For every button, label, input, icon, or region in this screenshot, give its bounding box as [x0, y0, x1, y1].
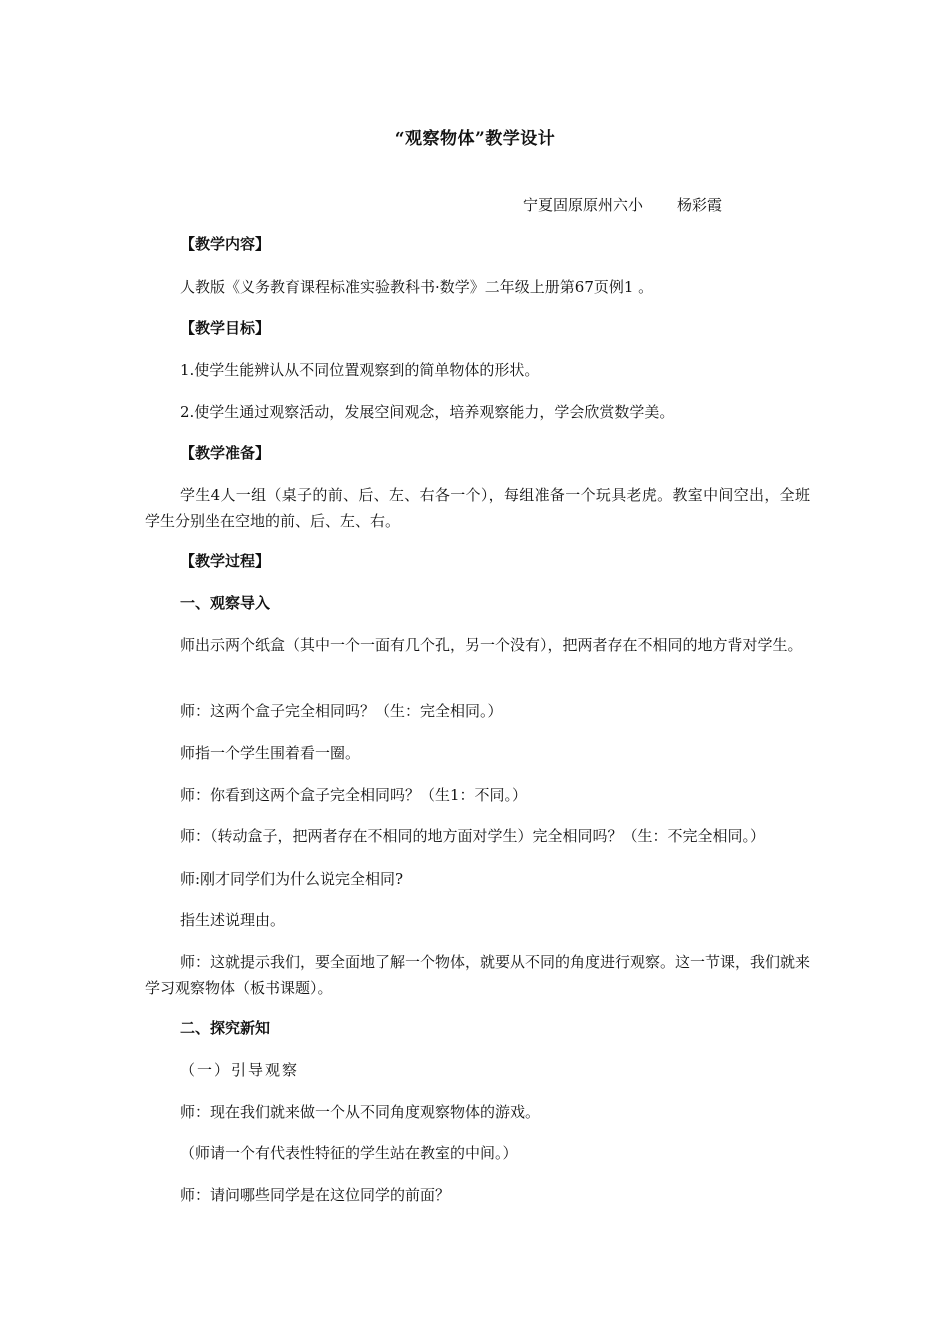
author-school: 宁夏固原原州六小	[523, 196, 644, 214]
goal-item-1: 1.使学生能辨认从不同位置观察到的简单物体的形状。	[180, 361, 540, 379]
dialogue-line: 师：你看到这两个盒子完全相同吗？（生1：不同。）	[180, 786, 528, 804]
author-line	[523, 194, 722, 215]
paragraph: 师出示两个纸盒（其中一个一面有几个孔，另一个没有），把两者存在不相同的地方背对学生。	[180, 636, 803, 654]
dialogue-line: 师：（转动盒子，把两者存在不相同的地方面对学生）完全相同吗？（生：不完全相同。）	[180, 827, 766, 845]
narration-line: （师请一个有代表性特征的学生站在教室的中间。）	[180, 1144, 518, 1162]
heading-teaching-preparation: 【教学准备】	[180, 444, 271, 462]
heading-teaching-content: 【教学内容】	[180, 235, 271, 253]
narration-line: 师指一个学生围着看一圈。	[180, 744, 361, 762]
dialogue-line: 师：现在我们就来做一个从不同角度观察物体的游戏。	[180, 1103, 541, 1121]
heading-teaching-process: 【教学过程】	[180, 552, 271, 570]
document-title: “观察物体”教学设计	[394, 129, 556, 149]
dialogue-line: 师：请问哪些同学是在这位同学的前面？	[180, 1186, 451, 1204]
paragraph: 师：这就提示我们，要全面地了解一个物体，就要从不同的角度进行观察。这一节课，我们就来学习观察物体（板书课题）。	[145, 953, 811, 997]
heading-teaching-goals: 【教学目标】	[180, 319, 271, 337]
teaching-content-text: 人教版《义务教育课程标准实验教科书·数学》二年级上册第67页例1 。	[180, 278, 654, 296]
author-name: 杨彩霞	[677, 196, 723, 214]
dialogue-line: 师：这两个盒子完全相同吗？（生：完全相同。）	[180, 702, 503, 720]
goal-item-2: 2.使学生通过观察活动，发展空间观念，培养观察能力，学会欣赏数学美。	[180, 403, 675, 421]
heading-part-1: 一、观察导入	[180, 594, 271, 612]
subheading-guided-observation: （一）引导观察	[180, 1061, 300, 1079]
narration-line: 指生述说理由。	[180, 911, 286, 929]
preparation-paragraph: 学生4人一组（桌子的前、后、左、右各一个），每组准备一个玩具老虎。教室中间空出，全班学生分别坐在空地的前、后、左、右。	[145, 486, 810, 530]
dialogue-line: 师:刚才同学们为什么说完全相同?	[180, 870, 404, 888]
heading-part-2: 二、探究新知	[180, 1019, 271, 1037]
